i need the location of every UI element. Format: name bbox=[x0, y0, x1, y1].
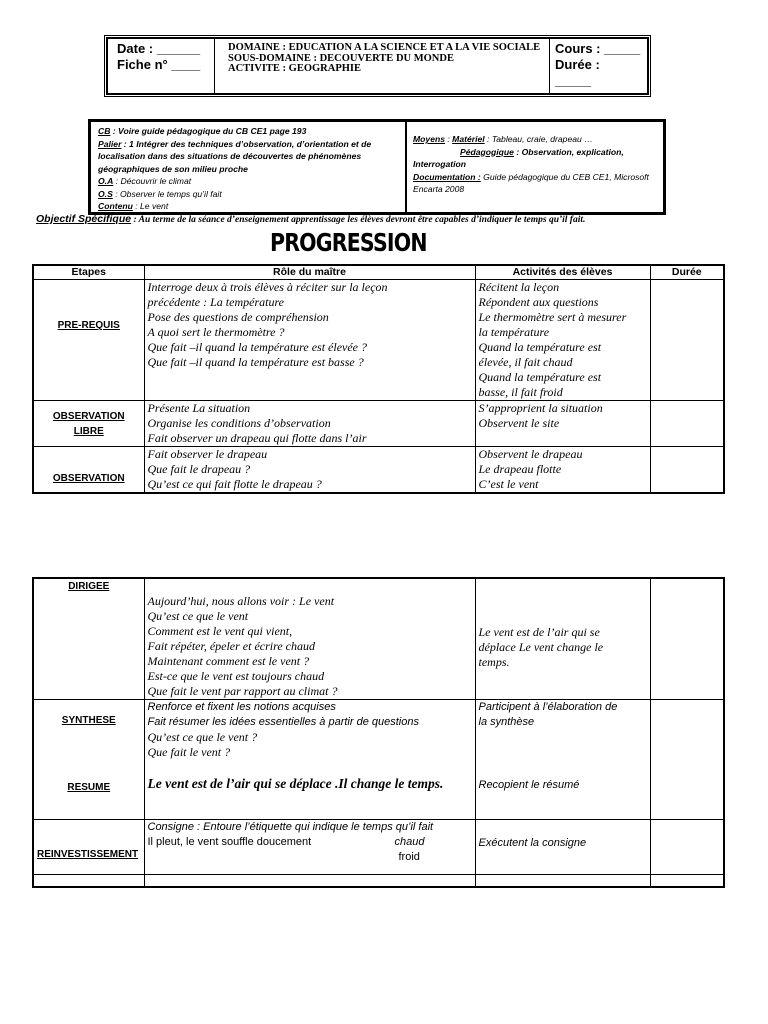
palier-line bbox=[98, 138, 401, 176]
table-row bbox=[33, 700, 724, 820]
duree-cell[interactable] bbox=[650, 820, 724, 875]
eleves-cell bbox=[475, 578, 650, 700]
duree-field[interactable]: _____ bbox=[555, 73, 592, 88]
objective-line bbox=[36, 213, 756, 227]
eleves-cell bbox=[475, 700, 650, 820]
eleves-line: Récitent la leçon bbox=[478, 280, 560, 294]
maitre-line: Que fait le vent ? bbox=[147, 745, 231, 759]
step-cell: PRE-REQUIS bbox=[33, 280, 144, 401]
progression-table-continued bbox=[32, 577, 725, 888]
table-row bbox=[33, 447, 724, 494]
maitre-line: Qu’est ce que le vent ? bbox=[147, 730, 258, 744]
maitre-line: Fait observer un drapeau qui flotte dans l’air bbox=[147, 431, 367, 445]
table-header-row bbox=[33, 265, 724, 280]
header-role-maitre: Rôle du maître bbox=[144, 265, 475, 280]
info-left bbox=[91, 122, 407, 212]
maitre-line: Organise les conditions d’observation bbox=[147, 416, 331, 430]
maitre-line: A quoi sert le thermomètre ? bbox=[147, 325, 285, 339]
eleves-line: élevée, il fait chaud bbox=[478, 355, 573, 369]
resume-text: Le vent est de l’air qui se déplace .Il change le temps. bbox=[147, 776, 444, 791]
documentation-label: Documentation : bbox=[413, 171, 481, 182]
sous-domaine-label: SOUS-DOMAINE : DECOUVERTE DU MONDE bbox=[228, 52, 454, 64]
contenu-text: : Le vent bbox=[132, 201, 169, 211]
moyens-label: Moyens bbox=[413, 134, 445, 144]
eleves-line: temps. bbox=[478, 655, 510, 669]
empty-cell bbox=[650, 875, 724, 887]
header-cours-cell bbox=[550, 39, 647, 93]
eleves-line: basse, il fait froid bbox=[478, 385, 563, 399]
objective-text: : Au terme de la séance d’enseignement apprentissage les élèves devront être capables d’indiquer le temps qu’il fait. bbox=[131, 215, 586, 225]
maitre-line: Renforce et fixent les notions acquises bbox=[147, 701, 336, 713]
eleves-line: Le thermomètre sert à mesurer bbox=[478, 310, 627, 324]
header-box bbox=[106, 37, 649, 95]
table-row bbox=[33, 280, 724, 401]
eleves-line: S’approprient la situation bbox=[478, 401, 603, 415]
maitre-line: Fait observer le drapeau bbox=[147, 447, 268, 461]
oa-text: : Découvrir le climat bbox=[113, 176, 192, 186]
activite-label: ACTIVITE : GEOGRAPHIE bbox=[228, 63, 362, 74]
header-etapes: Etapes bbox=[33, 265, 144, 280]
os-label: O.S bbox=[98, 188, 113, 199]
maitre-line: Aujourd’hui, nous allons voir : Le vent bbox=[147, 594, 335, 608]
duree-cell[interactable] bbox=[650, 447, 724, 494]
maitre-line: Consigne : Entoure l’étiquette qui indique le temps qu’il fait bbox=[147, 821, 434, 833]
maitre-cell bbox=[144, 447, 475, 494]
os-line bbox=[98, 188, 401, 201]
header-activites-eleves: Activités des élèves bbox=[475, 265, 650, 280]
empty-cell bbox=[144, 875, 475, 887]
header-duree: Durée bbox=[650, 265, 724, 280]
maitre-line: Qu’est ce que le vent bbox=[147, 609, 249, 623]
maitre-line: précédente : La température bbox=[147, 295, 285, 309]
objective-label: Objectif Spécifique bbox=[36, 213, 132, 225]
maitre-line: Pose des questions de compréhension bbox=[147, 310, 329, 324]
maitre-line: Est-ce que le vent est toujours chaud bbox=[147, 669, 325, 683]
header-date-cell bbox=[108, 39, 215, 93]
cb-text: : Voire guide pédagogique du CB CE1 page 193 bbox=[110, 126, 307, 136]
maitre-cell bbox=[144, 820, 475, 875]
date-field[interactable]: Date : ______ bbox=[117, 41, 201, 56]
maitre-line: Maintenant comment est le vent ? bbox=[147, 654, 310, 668]
resume-step: RESUME bbox=[67, 782, 111, 793]
palier-label: Palier bbox=[98, 138, 122, 149]
contenu-line bbox=[98, 200, 401, 213]
materiel-line: Moyens : Matériel : Tableau, craie, drapeau … bbox=[413, 134, 593, 144]
materiel-text: : Tableau, craie, drapeau … bbox=[484, 134, 593, 144]
synthese-step: SYNTHESE bbox=[61, 715, 116, 726]
empty-cell bbox=[33, 875, 144, 887]
eleves-line: Le vent est de l’air qui se bbox=[478, 625, 600, 639]
duree-cell[interactable] bbox=[650, 280, 724, 401]
palier-text: : 1 Intégrer des techniques d’observation, d’orientation et de localisation dans des situations de découvertes de phénomènes géographiques de son milieu proche bbox=[98, 138, 372, 174]
maitre-line: Comment est le vent qui vient, bbox=[147, 624, 293, 638]
duree-label: Durée : bbox=[555, 57, 600, 72]
maitre-line: Que fait le drapeau ? bbox=[147, 462, 251, 476]
cours-field[interactable]: Cours : _____ bbox=[555, 41, 641, 56]
eleves-cell bbox=[475, 280, 650, 401]
maitre-line: Que fait –il quand la température est élevée ? bbox=[147, 340, 367, 354]
domaine-label: DOMAINE : EDUCATION A LA SCIENCE ET A LA VIE SOCIALE bbox=[228, 42, 541, 53]
maitre-line: Qu’est ce qui fait flotte le drapeau ? bbox=[147, 477, 322, 491]
step-cell: REINVESTISSEMENT bbox=[33, 820, 144, 875]
maitre-cell bbox=[144, 401, 475, 447]
progression-table bbox=[32, 264, 725, 494]
eleves-line: Participent à l’élaboration de bbox=[478, 701, 618, 713]
info-right bbox=[407, 122, 663, 212]
oa-label: O.A bbox=[98, 176, 114, 186]
maitre-line: Il pleut, le vent souffle doucement bbox=[147, 836, 312, 848]
etiquette-froid[interactable]: froid bbox=[398, 851, 420, 863]
maitre-line: Interroge deux à trois élèves à réciter sur la leçon bbox=[147, 280, 388, 294]
etiquette-chaud[interactable]: chaud bbox=[394, 836, 425, 848]
oa-line bbox=[98, 175, 401, 188]
maitre-line: Fait répéter, épeler et écrire chaud bbox=[147, 639, 315, 653]
page-title: PROGRESSION bbox=[270, 228, 427, 257]
os-text: : Observer le temps qu’il fait bbox=[112, 188, 222, 199]
pedagogique-line bbox=[413, 146, 659, 171]
maitre-line: Que fait le vent par rapport au climat ? bbox=[147, 684, 338, 698]
eleves-line: la température bbox=[478, 325, 550, 339]
contenu-label: Contenu bbox=[98, 201, 133, 211]
maitre-line: Présente La situation bbox=[147, 401, 251, 415]
eleves-line: Quand la température est bbox=[478, 340, 602, 354]
info-box bbox=[88, 119, 666, 215]
duree-cell[interactable] bbox=[650, 578, 724, 700]
step-cell: OBSERVATION bbox=[33, 447, 144, 494]
step-cell: DIRIGEE bbox=[33, 578, 144, 700]
eleves-line: Quand la température est bbox=[478, 370, 602, 384]
fiche-field[interactable]: Fiche n° ____ bbox=[117, 57, 201, 72]
eleves-line: Le drapeau flotte bbox=[478, 462, 562, 476]
maitre-cell bbox=[144, 280, 475, 401]
pedagogique-text: : Observation, explication, Interrogation bbox=[413, 146, 624, 169]
eleves-cell bbox=[475, 401, 650, 447]
resume-eleves: Recopient le résumé bbox=[478, 779, 580, 791]
eleves-cell bbox=[475, 447, 650, 494]
step-cell bbox=[33, 700, 144, 820]
maitre-cell bbox=[144, 700, 475, 820]
eleves-line: Observent le site bbox=[478, 416, 560, 430]
header-domain-cell bbox=[215, 39, 550, 93]
maitre-cell bbox=[144, 578, 475, 700]
documentation-line bbox=[413, 171, 659, 196]
eleves-line: déplace Le vent change le bbox=[478, 640, 604, 654]
documentation-text: Guide pédagogique du CEB CE1, Microsoft Encarta 2008 bbox=[413, 171, 649, 194]
table-row bbox=[33, 875, 724, 887]
cb-line bbox=[98, 125, 401, 138]
eleves-line: Observent le drapeau bbox=[478, 447, 583, 461]
duree-cell[interactable] bbox=[650, 700, 724, 820]
eleves-cell: Exécutent la consigne bbox=[475, 820, 650, 875]
materiel-label: Matériel bbox=[452, 134, 485, 144]
cb-label: CB bbox=[98, 126, 111, 136]
eleves-line: C’est le vent bbox=[478, 477, 539, 491]
maitre-line: Fait résumer les idées essentielles à partir de questions bbox=[147, 716, 419, 728]
table-row bbox=[33, 578, 724, 700]
pedagogique-label: Pédagogique bbox=[460, 146, 514, 157]
table-row bbox=[33, 820, 724, 875]
table-row bbox=[33, 401, 724, 447]
eleves-line: la synthèse bbox=[478, 716, 535, 728]
duree-cell[interactable] bbox=[650, 401, 724, 447]
step-cell: OBSERVATION LIBRE bbox=[33, 401, 144, 447]
eleves-line: Répondent aux questions bbox=[478, 295, 599, 309]
empty-cell bbox=[475, 875, 650, 887]
maitre-line: Que fait –il quand la température est basse ? bbox=[147, 355, 364, 369]
